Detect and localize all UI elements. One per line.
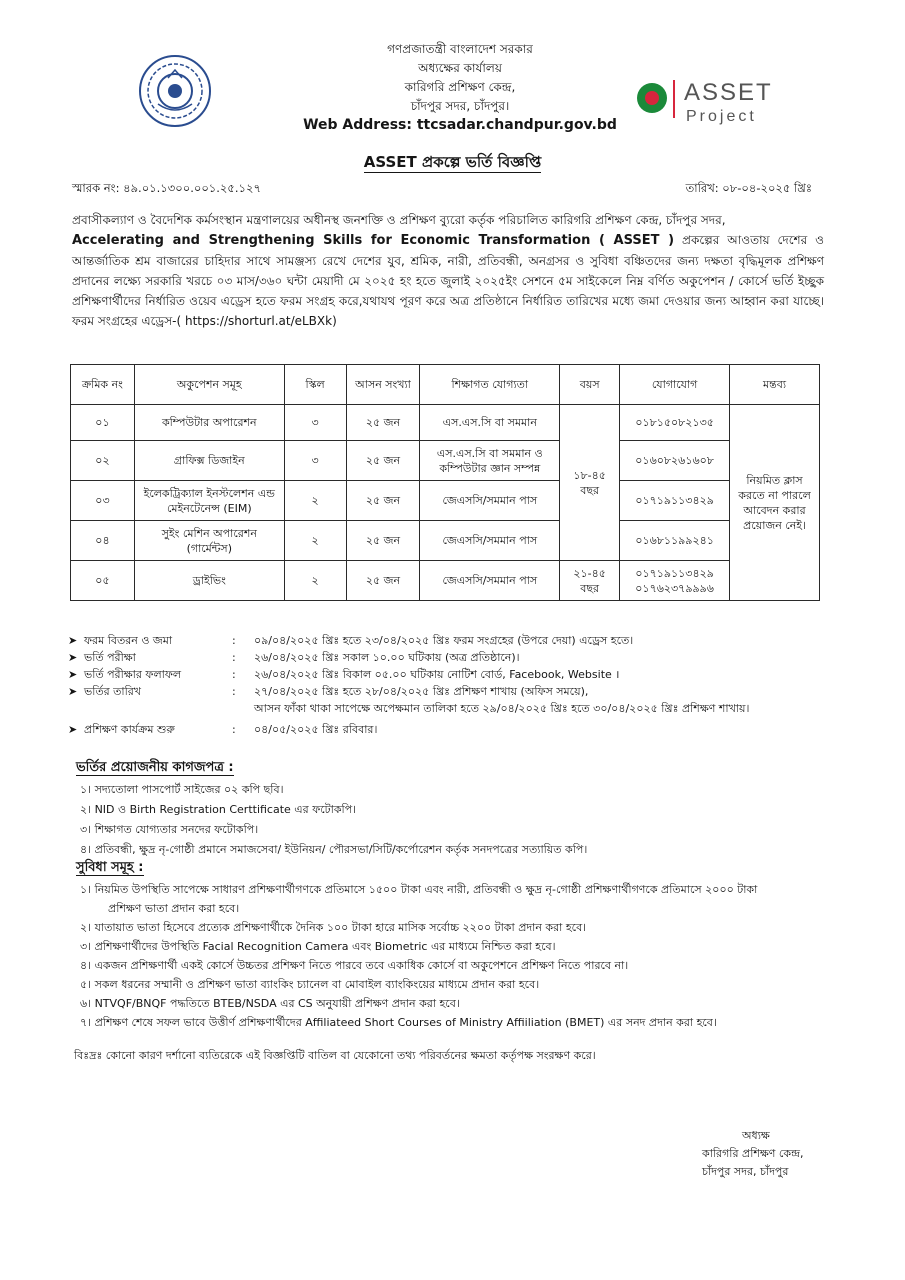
arrow-icon: ➤	[68, 668, 78, 681]
cell-contact: ০১৬০৮২৬১৬০৮	[620, 441, 730, 481]
asset-logo-sub: Project	[686, 108, 757, 125]
intro-part-3: প্রকল্পের আওতায় দেশের ও আন্তর্জাতিক শ্রম বাজারের চাহিদার সাথে সামঞ্জস্য রেখে দেশের যুব, শ্রমিক, নারী, প্রতিবন্ধী, অনগ্রসর ও সুবিধা বঞ্চিতদের জন্য দক্ষতা বৃদ্ধিমূলক প্রশিক্ষণ প্রদানের লক্ষ্যে সরকারি খরচে ০৩ মাস/৩৬০ ঘন্টা মেয়াদী মে ২০২৫ হং হতে জুলাই ২০২৫ইং সেশনে ৫ম সাইকেলে নিম্ন বর্ণিত অকুপেশন / কোর্সে ভর্তি ইচ্ছুক প্রশিক্ষণার্থীদের নির্ধারিত ওয়েব এড্রেস হতে ফরম সংগ্রহ করে,যথাযথ পূরণ করে অত্র প্রতিষ্ঠানে নির্ধারিত তারিখের মধ্যে জমা দেওয়ার জন্য আহ্বান করা যাচ্ছে। ফরম সংগ্রহের এড্রেস-( https://shorturl.at/eLBXk)	[72, 233, 824, 328]
col-occupation: অকুপেশন সমূহ	[134, 365, 284, 405]
list-item: ৩। প্রশিক্ষণার্থীদের উপস্থিতি Facial Recognition Camera এবং Biometric এর মাধ্যমে নিশ্চিত করা হবে।	[80, 940, 556, 953]
list-item: ২। NID ও Birth Registration Certtificate এর ফটোকপি।	[80, 803, 357, 816]
cell-skill: ৩	[284, 441, 346, 481]
cell-remark: নিয়মিত ক্লাস করতে না পারলে আবেদন করার প্রয়োজন নেই।	[730, 405, 820, 601]
cell-occupation: ইলেকট্রিক্যাল ইনস্টলেশন এন্ড মেইনটেনেন্স (EIM)	[134, 481, 284, 521]
list-item-continued: প্রশিক্ষণ ভাতা প্রদান করা হবে।	[108, 902, 240, 915]
memo-ref: স্মারক নং: ৪৯.০১.১৩০০.০০১.২৫.১২৭	[72, 181, 261, 195]
table-row	[71, 441, 820, 481]
cell-serial: ০৩	[71, 481, 135, 521]
table-row	[71, 405, 820, 441]
cell-education: জেএসসি/সমমান পাস	[420, 481, 560, 521]
cell-education: এস.এস.সি বা সমমান ও কম্পিউটার জ্ঞান সম্পন্ন	[420, 441, 560, 481]
arrow-icon: ➤	[68, 651, 78, 664]
schedule-value: ২৭/০৪/২০২৫ খ্রিঃ হতে ২৮/০৪/২০২৫ খ্রিঃ প্রশিক্ষণ শাখায় (অফিস সময়ে), আসন ফাঁকা থাকা সাপেক্ষে অপেক্ষমান তালিকা হতে ২৯/০৪/২০২৫ খ্রিঃ হতে ৩০/০৪/২০২৫ খ্রিঃ প্রশিক্ষণ শাখায়।	[254, 685, 750, 715]
col-education: শিক্ষাগত যোগ্যতা	[420, 365, 560, 405]
arrow-icon: ➤	[68, 634, 78, 647]
cell-contact: ০১৮১৫০৮২১৩৫	[620, 405, 730, 441]
notice-title: ASSET প্রকল্পে ভর্তি বিজ্ঞপ্তি	[363, 153, 542, 171]
schedule-value: ২৬/০৪/২০২৫ খ্রিঃ সকাল ১০.০০ ঘটিকায় (অত্র প্রতিষ্ঠানে)।	[254, 651, 520, 664]
schedule-value: ০৯/০৪/২০২৫ খ্রিঃ হতে ২৩/০৪/২০২৫ খ্রিঃ ফরম সংগ্রহের (উপরে দেয়া) এড্রেস হতে।	[254, 634, 634, 647]
list-item: ৫। সকল ধরনের সম্মানী ও প্রশিক্ষণ ভাতা ব্যাংকিং চ্যানেল বা মোবাইল ব্যাংকিংয়ের মাধ্যমে প্রদান করা হবে।	[80, 978, 540, 991]
cell-serial: ০২	[71, 441, 135, 481]
col-serial: ক্রমিক নং	[71, 365, 135, 405]
cell-seats: ২৫ জন	[346, 561, 420, 601]
cell-occupation: সুইং মেশিন অপারেশন (গার্মেন্টস)	[134, 521, 284, 561]
cell-contact: ০১৭১৯১১৩৪২৯ ০১৭৬২৩৭৯৯৯৬	[620, 561, 730, 601]
cell-occupation: কম্পিউটার অপারেশন	[134, 405, 284, 441]
cell-skill: ২	[284, 521, 346, 561]
schedule-row: ➤ প্রশিক্ষণ কার্যক্রম শুরু : ০৪/০৫/২০২৫ খ্রিঃ রবিবার।	[68, 721, 828, 738]
schedule-value: ০৪/০৫/২০২৫ খ্রিঃ রবিবার।	[254, 723, 378, 736]
list-item: ৪। একজন প্রশিক্ষণার্থী একই কোর্সে উচ্চতর প্রশিক্ষণ নিতে পারবে তবে একাধিক কোর্সে বা অকুপেশনে প্রশিক্ষণ নিতে পারবে না।	[80, 959, 629, 972]
ttc-emblem-icon	[138, 54, 212, 128]
cell-contact: ০১৬৮১১৯৯২৪১	[620, 521, 730, 561]
web-address: Web Address: ttcsadar.chandpur.gov.bd	[303, 117, 617, 133]
memo-date: তারিখ: ০৮-০৪-২০২৫ খ্রিঃ	[685, 181, 812, 195]
schedule-row: ➤ ভর্তির তারিখ : ২৭/০৪/২০২৫ খ্রিঃ হতে ২৮/০৪/২০২৫ খ্রিঃ প্রশিক্ষণ শাখায় (অফিস সময়ে), আসন ফাঁকা থাকা সাপেক্ষে অপেক্ষমান তালিকা হতে ২৯/০৪/২০২৫ খ্রিঃ হতে ৩০/০৪/২০২৫ খ্রিঃ প্রশিক্ষণ শাখায়।	[68, 683, 828, 717]
list-item: ৭। প্রশিক্ষণ শেষে সফল ভাবে উত্তীর্ণ প্রশিক্ষণার্থীদের Affiliateed Short Courses of Ministry Affiiliation (BMET) এর সনদ প্রদান করা হবে।	[80, 1016, 717, 1029]
schedule-label: ভর্তি পরীক্ষার ফলাফল	[84, 668, 182, 681]
schedule-row: ➤ ভর্তি পরীক্ষার ফলাফল : ২৬/০৪/২০২৫ খ্রিঃ বিকাল ০৫.০০ ঘটিকায় নোটিশ বোর্ড, Facebook, Website ।	[68, 666, 828, 683]
signatory-location: চাঁদপুর সদর, চাঁদপুর	[702, 1165, 789, 1178]
cell-skill: ৩	[284, 405, 346, 441]
schedule-label: প্রশিক্ষণ কার্যক্রম শুরু	[84, 723, 175, 736]
benefits-title: সুবিধা সমূহ :	[76, 860, 144, 875]
memo-line	[72, 180, 812, 199]
center-name: কারিগরি প্রশিক্ষণ কেন্দ্র,	[404, 80, 516, 94]
schedule-row: ➤ ফরম বিতরন ও জমা : ০৯/০৪/২০২৫ খ্রিঃ হতে ২৩/০৪/২০২৫ খ্রিঃ ফরম সংগ্রহের (উপরে দেয়া) এড্রেস হতে।	[68, 632, 828, 649]
signatory-office: কারিগরি প্রশিক্ষণ কেন্দ্র,	[702, 1147, 804, 1160]
cell-skill: ২	[284, 561, 346, 601]
schedule-label: ভর্তির তারিখ	[84, 685, 142, 698]
cell-age-group: ১৮-৪৫ বছর	[560, 405, 620, 561]
cell-education: জেএসসি/সমমান পাস	[420, 561, 560, 601]
cell-serial: ০৫	[71, 561, 135, 601]
cell-seats: ২৫ জন	[346, 405, 420, 441]
documents-list	[80, 780, 820, 860]
cell-seats: ২৫ জন	[346, 441, 420, 481]
list-item: ১। নিয়মিত উপস্থিতি সাপেক্ষে সাধারণ প্রশিক্ষণার্থীগণকে প্রতিমাসে ১৫০০ টাকা এবং নারী, প্রতিবন্ধী ও ক্ষুদ্র নৃ-গোষ্ঠী প্রশিক্ষণার্থীগণকে প্রতিমাসে ২০০০ টাকা	[80, 883, 758, 896]
table-row	[71, 561, 820, 601]
cell-seats: ২৫ জন	[346, 481, 420, 521]
cell-serial: ০১	[71, 405, 135, 441]
table-row	[71, 521, 820, 561]
schedule-label: ফরম বিতরন ও জমা	[84, 634, 173, 647]
arrow-icon: ➤	[68, 685, 78, 698]
table-header-row	[71, 365, 820, 405]
list-item: ১। সদ্যতোলা পাসপোর্ট সাইজের ০২ কপি ছবি।	[80, 783, 284, 796]
office-name: অধ্যক্ষের কার্যালয়	[418, 61, 502, 75]
footnote: বিঃদ্রঃ কোনো কারণ দর্শানো ব্যতিরেকে এই বিজ্ঞপ্তিটি বাতিল বা যেকোনো তথ্য পরিবর্তনের ক্ষমতা কর্তৃপক্ষ সংরক্ষণ করে।	[74, 1049, 596, 1062]
col-age: বয়স	[560, 365, 620, 405]
cell-seats: ২৫ জন	[346, 521, 420, 561]
col-remarks: মন্তব্য	[730, 365, 820, 405]
col-skill: স্কিল	[284, 365, 346, 405]
schedule-list	[68, 632, 828, 738]
office-address	[260, 40, 660, 135]
list-item: ৬। NTVQF/BNQF পদ্ধতিতে BTEB/NSDA এর CS অনুযায়ী প্রশিক্ষণ প্রদান করা হবে।	[80, 997, 460, 1010]
intro-part-1: প্রবাসীকল্যাণ ও বৈদেশিক কর্মসংস্থান মন্ত্রণালয়ের অধীনস্থ জনশক্তি ও প্রশিক্ষণ ব্যুরো কর্তৃক পরিচালিত কারিগরি প্রশিক্ষণ কেন্দ্র, চাঁদপুর সদর,	[72, 213, 726, 227]
occupation-table	[70, 364, 820, 601]
table-row	[71, 481, 820, 521]
cell-age: ২১-৪৫ বছর	[560, 561, 620, 601]
schedule-value: ২৬/০৪/২০২৫ খ্রিঃ বিকাল ০৫.০০ ঘটিকায় নোটিশ বোর্ড, Facebook, Website ।	[254, 668, 620, 681]
col-contact: যোগাযোগ	[620, 365, 730, 405]
asset-logo-word: ASSET	[684, 79, 773, 106]
arrow-icon: ➤	[68, 723, 78, 736]
signatory-title: অধ্যক্ষ	[742, 1129, 770, 1142]
intro-project-name: Accelerating and Strengthening Skills for Economic Transformation ( ASSET )	[72, 233, 675, 248]
cell-education: জেএসসি/সমমান পাস	[420, 521, 560, 561]
cell-serial: ০৪	[71, 521, 135, 561]
asset-project-logo	[632, 68, 822, 128]
intro-paragraph	[72, 210, 824, 331]
list-item: ৩। শিক্ষাগত যোগ্যতার সনদের ফটোকপি।	[80, 823, 259, 836]
cell-education: এস.এস.সি বা সমমান	[420, 405, 560, 441]
cell-occupation: গ্রাফিক্স ডিজাইন	[134, 441, 284, 481]
schedule-label: ভর্তি পরীক্ষা	[84, 651, 136, 664]
cell-occupation: ড্রাইভিং	[134, 561, 284, 601]
signature-block	[702, 1127, 882, 1181]
cell-skill: ২	[284, 481, 346, 521]
documents-title: ভর্তির প্রয়োজনীয় কাগজপত্র :	[76, 760, 234, 775]
cell-contact: ০১৭১৯১১৩৪২৯	[620, 481, 730, 521]
schedule-row: ➤ ভর্তি পরীক্ষা : ২৬/০৪/২০২৫ খ্রিঃ সকাল ১০.০০ ঘটিকায় (অত্র প্রতিষ্ঠানে)।	[68, 649, 828, 666]
col-seats: আসন সংখ্যা	[346, 365, 420, 405]
list-item: ৪। প্রতিবন্ধী, ক্ষুদ্র নৃ-গোষ্ঠী প্রমানে সমাজসেবা/ ইউনিয়ন/ পৌরসভা/সিটি/কর্পোরেশন কর্তৃক সনদপত্রের সত্যায়িত কপি।	[80, 843, 588, 856]
govt-name: গণপ্রজাতন্ত্রী বাংলাদেশ সরকার	[387, 42, 533, 56]
benefits-list	[80, 880, 820, 1032]
center-location: চাঁদপুর সদর, চাঁদপুর।	[410, 99, 510, 113]
list-item: ২। যাতায়াত ভাতা হিসেবে প্রত্যেক প্রশিক্ষণার্থীকে দৈনিক ১০০ টাকা হারে মাসিক সর্বোচ্চ ২২০০ টাকা প্রদান করা হবে।	[80, 921, 587, 934]
